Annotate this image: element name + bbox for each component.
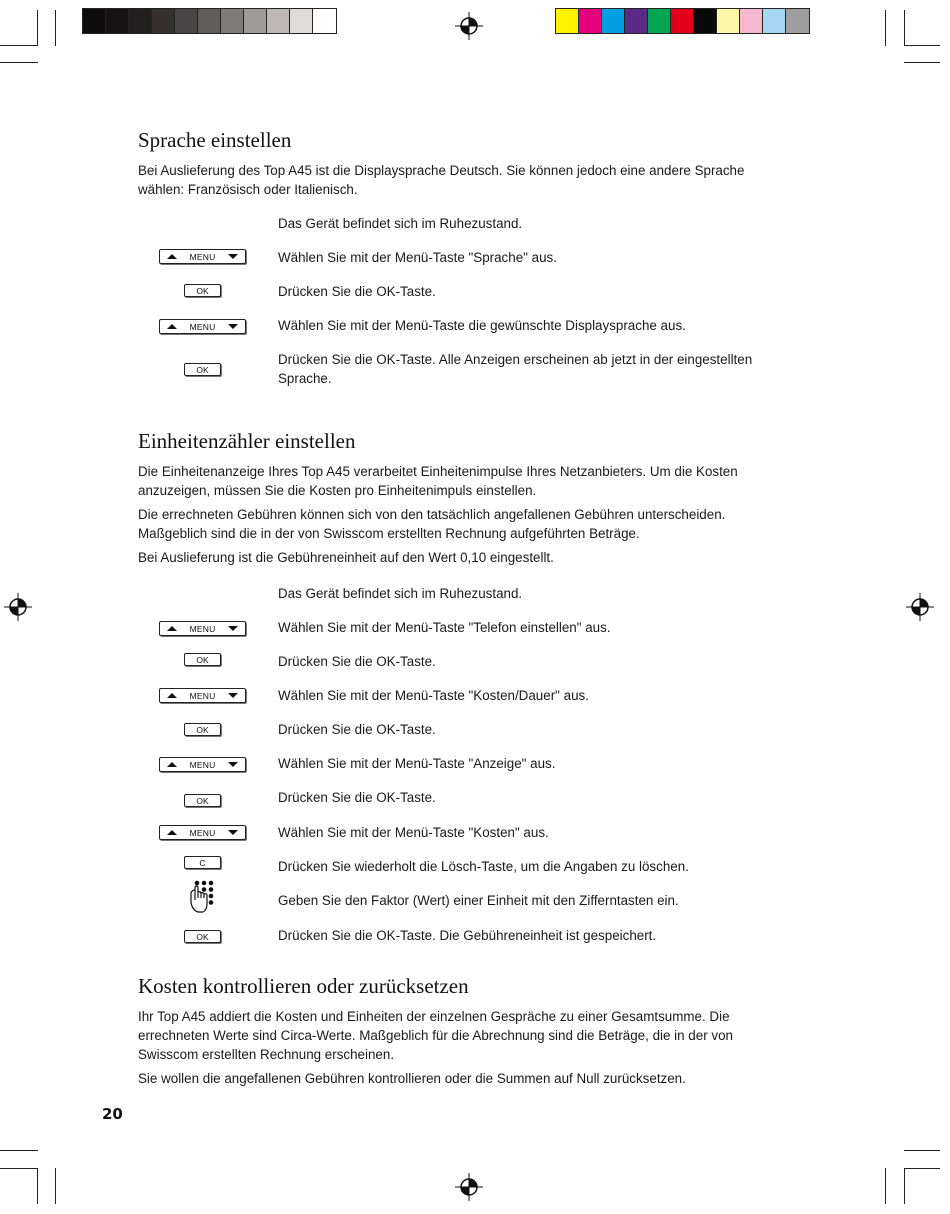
einheiten-step-2: Wählen Sie mit der Menü-Taste "Telefon einstellen" aus. (278, 620, 611, 635)
sprache-step-3: Drücken Sie die OK-Taste. (278, 284, 436, 299)
einheiten-step-6: Wählen Sie mit der Menü-Taste "Anzeige" aus. (278, 756, 556, 771)
page-number: 20 (102, 1105, 123, 1123)
gray-swatch (267, 9, 290, 33)
gray-swatch (290, 9, 313, 33)
einheiten-paragraph-2: Die errechneten Gebühren können sich von den tatsächlich angefallenen Gebühren unterscheiden. Maßgeblich sind die in der von Swisscom erstellten Rechnung aufgeführten Beträge. (138, 507, 726, 541)
gray-swatch (129, 9, 152, 33)
menu-key-icon: MENU (159, 319, 246, 334)
einheiten-paragraph-1: Die Einheitenanzeige Ihres Top A45 verarbeitet Einheitenimpulse Ihres Netzanbieters. Um die Kosten anzuzeigen, müssen Sie die Kosten pro Einheitenimpuls einstellen. (138, 464, 738, 498)
einheiten-step-3: Drücken Sie die OK-Taste. (278, 654, 436, 669)
kosten-paragraph-1: Ihr Top A45 addiert die Kosten und Einheiten der einzelnen Gespräche zu einer Gesamtsumme. Die errechneten Werte sind Circa-Werte. Maßgeblich für die Abrechnung sind die Beträge, die in der von Swisscom erstellten Rechnung erscheinen. (138, 1009, 733, 1062)
gray-swatch-bar (82, 8, 337, 34)
gray-swatch (198, 9, 221, 33)
registration-mark-top-icon (455, 12, 483, 40)
gray-swatch (175, 9, 198, 33)
color-swatch-bar (555, 8, 810, 34)
ok-key-icon: OK (184, 794, 221, 807)
gray-swatch (83, 9, 106, 33)
menu-key-icon: MENU (159, 825, 246, 840)
clear-key-icon: C (184, 856, 221, 869)
color-swatch (625, 9, 648, 33)
menu-key-icon: MENU (159, 688, 246, 703)
sprache-step-5: Drücken Sie die OK-Taste. Alle Anzeigen erscheinen ab jetzt in der eingestellten Sprache. (278, 352, 753, 386)
einheiten-step-1: Das Gerät befindet sich im Ruhezustand. (278, 586, 523, 601)
menu-key-icon: MENU (159, 621, 246, 636)
ok-key-icon: OK (184, 653, 221, 666)
einheiten-step-4: Wählen Sie mit der Menü-Taste "Kosten/Dauer" aus. (278, 688, 589, 703)
section-title-sprache: Sprache einstellen (138, 128, 292, 152)
einheiten-paragraph-3: Bei Auslieferung ist die Gebühreneinheit auf den Wert 0,10 eingestellt. (138, 550, 554, 565)
registration-mark-right-icon (906, 593, 934, 621)
color-swatch (602, 9, 625, 33)
einheiten-step-10: Geben Sie den Faktor (Wert) einer Einheit mit den Zifferntasten ein. (278, 893, 679, 908)
kosten-paragraph-2: Sie wollen die angefallenen Gebühren kontrollieren oder die Summen auf Null zurücksetzen. (138, 1071, 686, 1086)
color-swatch (740, 9, 763, 33)
ok-key-icon: OK (184, 930, 221, 943)
gray-swatch (152, 9, 175, 33)
einheiten-step-7: Drücken Sie die OK-Taste. (278, 790, 436, 805)
color-swatch (648, 9, 671, 33)
gray-swatch (313, 9, 336, 33)
section-title-kosten: Kosten kontrollieren oder zurücksetzen (138, 974, 469, 998)
keypad-icon (189, 880, 217, 916)
ok-key-icon: OK (184, 284, 221, 297)
ok-key-icon: OK (184, 363, 221, 376)
menu-key-icon: MENU (159, 757, 246, 772)
sprache-intro: Bei Auslieferung des Top A45 ist die Displaysprache Deutsch. Sie können jedoch eine andere Sprache wählen: Französisch oder Italienisch. (138, 163, 745, 197)
menu-key-icon: MENU (159, 249, 246, 264)
gray-swatch (106, 9, 129, 33)
color-swatch (671, 9, 694, 33)
color-swatch (579, 9, 602, 33)
color-swatch (786, 9, 809, 33)
sprache-step-4: Wählen Sie mit der Menü-Taste die gewünschte Displaysprache aus. (278, 318, 686, 333)
section-title-einheiten: Einheitenzähler einstellen (138, 429, 356, 453)
color-swatch (763, 9, 786, 33)
sprache-step-1: Das Gerät befindet sich im Ruhezustand. (278, 216, 523, 231)
ok-key-icon: OK (184, 723, 221, 736)
gray-swatch (244, 9, 267, 33)
sprache-step-2: Wählen Sie mit der Menü-Taste "Sprache" aus. (278, 250, 557, 265)
einheiten-step-11: Drücken Sie die OK-Taste. Die Gebühreneinheit ist gespeichert. (278, 928, 657, 943)
color-swatch (556, 9, 579, 33)
einheiten-step-9: Drücken Sie wiederholt die Lösch-Taste, um die Angaben zu löschen. (278, 859, 689, 874)
registration-mark-left-icon (4, 593, 32, 621)
gray-swatch (221, 9, 244, 33)
registration-mark-bottom-icon (455, 1173, 483, 1201)
color-swatch (694, 9, 717, 33)
color-swatch (717, 9, 740, 33)
einheiten-step-8: Wählen Sie mit der Menü-Taste "Kosten" aus. (278, 825, 549, 840)
einheiten-step-5: Drücken Sie die OK-Taste. (278, 722, 436, 737)
